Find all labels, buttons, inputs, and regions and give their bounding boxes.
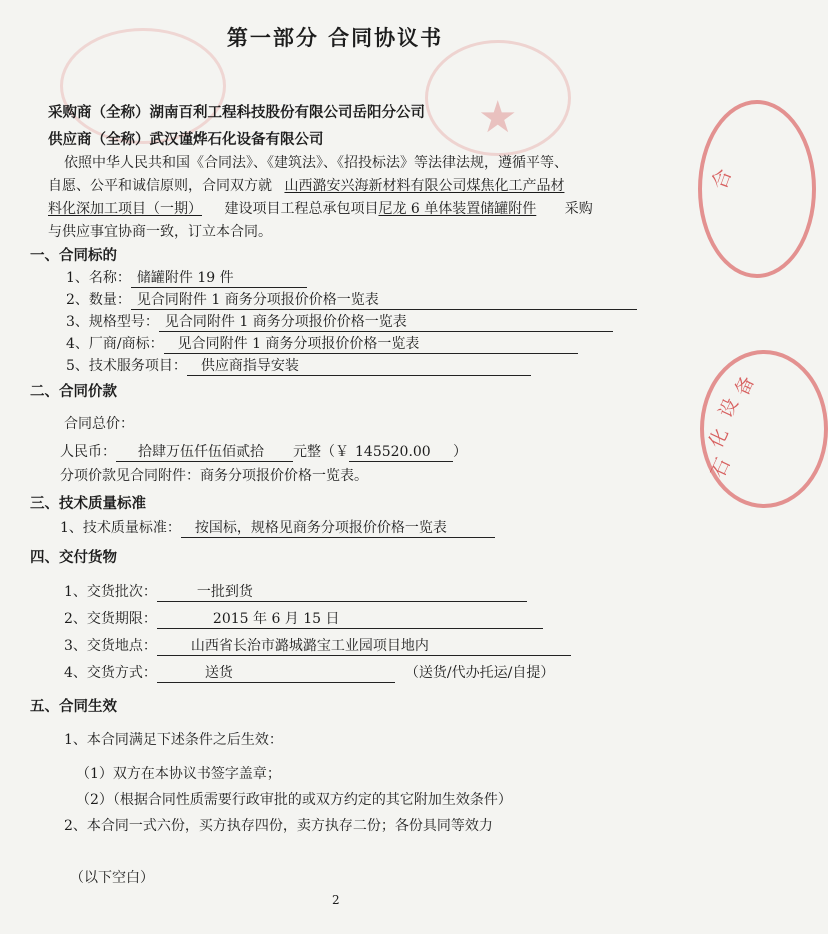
copies-line: 2、本合同一式六份，买方执存四份，卖方执存二份；各份具同等效力 [64, 818, 493, 834]
field-label: 4、交货方式： [64, 665, 157, 681]
buyer-line [48, 103, 425, 123]
field-value: 送货 [157, 664, 395, 683]
field-label: 3、交货地点： [64, 638, 157, 654]
supplier-line [48, 130, 324, 150]
red-seal-bottom: 化 设 备 石 [700, 350, 828, 508]
field-value: 储罐附件 19 件 [131, 269, 307, 288]
project-name-part-2: 料化深加工项目（一期） [48, 201, 202, 217]
effective-cond-2: （2）（根据合同性质需要行政审批的或双方约定的其它附加生效条件） [76, 792, 512, 808]
quality-standard-line [60, 518, 495, 538]
intro-text: 采购 [564, 201, 593, 217]
intro-line-1 [64, 153, 568, 173]
amount-number: 145520.00 [349, 443, 453, 462]
section-1-heading: 一、合同标的 [30, 247, 117, 264]
total-price-label: 合同总价： [64, 416, 134, 432]
supplier-label: 供应商（全称） [48, 131, 150, 148]
intro-text: 与供应事宜协商一致，订立本合同。 [48, 224, 272, 240]
field-label: 4、厂商/商标： [66, 336, 164, 352]
s1-item-manufacturer [66, 334, 578, 354]
intro-line-4 [48, 222, 272, 242]
field-label: 2、数量： [66, 292, 131, 308]
effective-cond-1: （1）双方在本协议书签字盖章； [76, 766, 281, 782]
item-price-line: 分项价款见合同附件：商务分项报价价格一览表。 [60, 468, 368, 484]
yuan-label: 元整（￥ [293, 444, 349, 460]
s1-item-name [66, 268, 307, 288]
field-label: 3、规格型号： [66, 314, 159, 330]
red-seal-top: 合 [698, 100, 816, 278]
field-value: 2015 年 6 月 15 日 [157, 610, 543, 629]
purchase-item: 尼龙 6 单体装置储罐附件 [378, 201, 537, 217]
intro-line-3 [48, 199, 593, 219]
s1-item-spec [66, 312, 613, 332]
s4-batch [64, 582, 527, 602]
intro-text: 依照中华人民共和国《合同法》、《建筑法》、《招投标法》等法律法规，遵循平等、 [64, 155, 568, 171]
rmb-label: 人民币： [60, 444, 116, 460]
buyer-label: 采购商（全称） [48, 104, 150, 121]
section-4-heading: 四、交付货物 [30, 549, 117, 566]
field-value: 一批到货 [157, 583, 527, 602]
method-note: （送货/代办托运/自提） [404, 665, 555, 681]
s4-deadline [64, 609, 543, 629]
blank-note: （以下空白） [70, 870, 154, 886]
s1-item-service [66, 356, 531, 376]
field-label: 5、技术服务项目： [66, 358, 187, 374]
effective-line-1: 1、本合同满足下述条件之后生效： [64, 732, 283, 748]
field-label: 2、交货期限： [64, 611, 157, 627]
intro-text: 建设项目工程总承包项目 [224, 201, 379, 217]
project-name-part-1: 山西潞安兴海新材料有限公司煤焦化工产品材 [284, 178, 565, 194]
supplier-name: 武汉谨烨石化设备有限公司 [149, 131, 324, 148]
paren-close: ） [453, 444, 467, 460]
field-value: 供应商指导安装 [187, 357, 531, 376]
field-value: 见合同附件 1 商务分项报价价格一览表 [164, 335, 578, 354]
field-value: 按国标，规格见商务分项报价价格一览表 [181, 519, 495, 538]
s1-item-quantity [66, 290, 637, 310]
section-3-heading: 三、技术质量标准 [30, 495, 146, 512]
section-2-heading: 二、合同价款 [30, 383, 117, 400]
intro-text: 自愿、公平和诚信原则，合同双方就 [48, 178, 272, 194]
field-value: 山西省长治市潞城潞宝工业园项目地内 [157, 637, 571, 656]
rmb-line [60, 442, 467, 462]
s4-location [64, 636, 571, 656]
field-label: 1、名称： [66, 270, 131, 286]
amount-in-words: 拾肆万伍仟伍佰贰拾 [116, 443, 293, 462]
page-title: 第一部分 合同协议书 [226, 25, 444, 50]
s4-method [64, 663, 554, 683]
field-value: 见合同附件 1 商务分项报价价格一览表 [159, 313, 613, 332]
page-number: 2 [332, 893, 340, 907]
section-5-heading: 五、合同生效 [30, 698, 117, 715]
field-label: 1、技术质量标准： [60, 520, 181, 536]
intro-line-2 [48, 176, 564, 196]
buyer-name: 湖南百利工程科技股份有限公司岳阳分公司 [149, 104, 425, 121]
field-label: 1、交货批次： [64, 584, 157, 600]
field-value: 见合同附件 1 商务分项报价价格一览表 [131, 291, 637, 310]
faint-stamp-star-icon: ★ [478, 92, 518, 143]
